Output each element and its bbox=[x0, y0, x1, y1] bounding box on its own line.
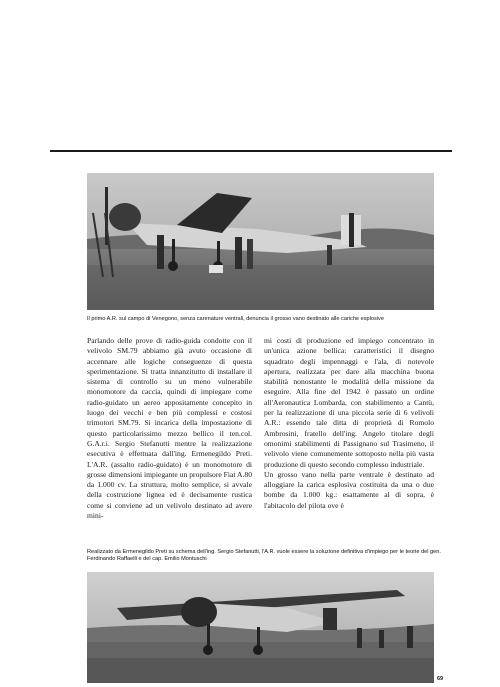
body-column-right bbox=[264, 336, 434, 511]
body-column-left bbox=[87, 336, 252, 521]
photo-aircraft-takeoff bbox=[87, 572, 434, 683]
body-paragraph: Parlando delle prove di radio-guida condotte con il velivolo SM.79 abbiamo già avuto occasione di accennare alle logiche conseguenze di questa sperimentazione. Si tratta innanzitutto di installare il sistema di controllo su un meno vulnerabile monomotore da caccia, quindi di impiegare come radio-guidato un aereo appositamente concepito in luogo dei vecchi e ben più complessi e costosi trimotori SM.79. Si incarica della impostazione di questo particolarissimo mezzo bellico il ten.col. G.A.r.i. Sergio Stefanutti mentre la realizzazione esecutiva è effettuata dall'ing. Ermenegildo Preti. L'A.R. (assalto radio-guidato) è un monomotore di grosse dimensioni impiegante un propulsore Fiat A.80 da 1.000 cv. La struttura, molto semplice, si avvale della costruzione lignea ed è decisamente rustica come si conviene ad un velivolo destinato ad avere mini- bbox=[87, 336, 252, 521]
body-paragraph: mi costi di produzione ed impiego concentrato in un'unica azione bellica: caratteristici il disegno squadrato degli impennaggi e l'ala, di notevole apertura, realizzata per dare alla macchina buona stabilità nonostante le modalità della missione da eseguire. Alla fine del 1942 è passato un ordine all'Aeronautica Lombarda, con stabilimento a Cantù, per la realizzazione di una piccola serie di 6 velivoli A.R.: essendo tale ditta di proprietà di Romolo Ambrosini, fratello dell'ing. Angelo titolare degli omonimi stabilimenti di Passignano sul Trasimeno, il velivolo viene comunemente sottoposto nella più vasta produzione di questo secondo complesso industriale. bbox=[264, 336, 434, 469]
photo-aircraft-on-field-image bbox=[87, 173, 434, 310]
photo-aircraft-on-field bbox=[87, 173, 434, 310]
body-paragraph: Un grosso vano nella parte ventrale è destinato ad alloggiare la carica esplosiva costituita da una o due bombe da 1.000 kg.: esattamente al di sopra, è l'abitacolo del pilota ove è bbox=[264, 469, 434, 510]
header-rule bbox=[50, 150, 452, 152]
page-number: 69 bbox=[437, 676, 444, 682]
photo-aircraft-takeoff-image bbox=[87, 572, 434, 683]
caption-bottom-photo: Realizzato da Ermenegildo Preti su schema dell'ing. Sergio Stefanutti, l'A.R. vuole essere la soluzione definitiva d'impiego per le teorie del gen. Ferdinando Raffaelli e del cap. Emilio Montuschi bbox=[87, 549, 441, 562]
caption-top-photo: Il primo A.R. sul campo di Venegono, senza carenature ventrali, denuncia il grosso vano destinato alle cariche esplosive bbox=[87, 316, 384, 322]
